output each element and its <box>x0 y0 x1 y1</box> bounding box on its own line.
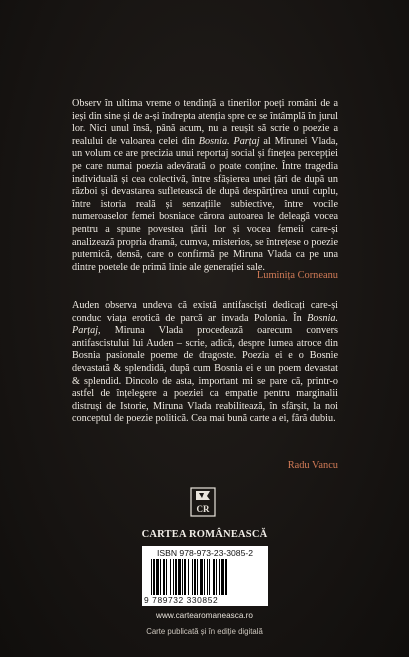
barcode-stripe <box>170 559 171 595</box>
isbn-number: ISBN 978-973-23-3085-2 <box>156 548 254 558</box>
barcode-stripe <box>207 559 208 595</box>
blurb-2-book-title: Bosnia. Parțaj <box>72 312 338 337</box>
barcode-stripe <box>160 559 161 595</box>
barcode-stripe <box>153 559 155 595</box>
cartea-romaneasca-logo-icon <box>190 487 216 517</box>
barcode-stripe <box>192 559 193 595</box>
barcode-stripe <box>178 559 181 595</box>
blurb-1-text <box>72 98 338 274</box>
signature-radu-vancu: Radu Vancu <box>287 460 338 471</box>
blurb-1-part-1: Observ în ultima vreme o tendință a tinerilor poeți români de a ieși din sine și de a-și îndrepta atenția spre ce se întâmplă în jurul lor. Nici unul însă, până acum, nu a reușit să scrie o poezie a realului de valoarea celei din <box>72 98 338 147</box>
barcode-bars <box>151 559 261 595</box>
barcode-stripe <box>219 559 220 595</box>
publisher-name: CARTEA ROMÂNEASCĂ <box>141 529 268 540</box>
blurb-1-book-title: Bosnia. Parțaj <box>198 135 260 147</box>
publisher-website[interactable]: www.cartearomaneasca.ro <box>156 611 253 620</box>
barcode-stripe <box>216 559 217 595</box>
barcode-stripe <box>204 559 205 595</box>
barcode-stripe <box>197 559 198 595</box>
blurb-1-part-2: al Mirunei Vlada, un volum ce are precizia unui reportaj social și finețea percepției pe care numai poezia adevărată o poate conține. Între tragedia individuală și cea colectivă, între sfâșierea unei țări de după un război și devastarea sufletească de după despărțirea unui cuplu, între istoria reală și senzațiile subiective, între vocile numeroaselor femei bosniace cărora autoarea le deleagă vocea pentru a spune povestea țării lor și vocea femeii care-și analizează propria dramă, cumva, misterios, se întrețese o poezie puternică, densă, care o confirmă pe Miruna Vlada ca pe una dintre poetele de primă linie ale generației sale. <box>72 135 338 273</box>
logo-letters: CR <box>196 504 210 514</box>
barcode-stripe <box>213 559 215 595</box>
blurb-paragraph-2 <box>72 300 338 426</box>
barcode-label <box>142 546 268 606</box>
barcode-stripe <box>173 559 174 595</box>
barcode-stripe <box>188 559 189 595</box>
barcode-digits: 9 789732 330852 <box>144 595 219 605</box>
blurb-2-text <box>72 300 338 426</box>
signature-luminita-corneanu: Luminița Corneanu <box>256 270 338 281</box>
barcode-stripe <box>184 559 186 595</box>
barcode-stripe <box>221 559 224 595</box>
blurb-2-part-2: , Miruna Vlada procedează oarecum convers antifascistului lui Auden – scrie, adică, despre lumea atroce din Bosnia pasionale poeme de dragoste. Poezia ei e o Bosnie devastată & splendidă, după cum Bosnia ei e un poem devastat & splendid. Dincolo de asta, important mi se pare că, printr-o astfel de înțelegere a poeziei ca empatie pentru marginalii distruși de Istorie, Miruna Vlada reabilitează, în sfârșit, la noi conceptul de poezie politică. Cea mai bună carte a ei, fără dubiu. <box>72 325 338 425</box>
barcode-stripe <box>200 559 203 595</box>
barcode-stripe <box>163 559 165 595</box>
barcode-stripe <box>225 559 227 595</box>
digital-edition-note: Carte publicată și în ediție digitală <box>146 627 263 636</box>
barcode-stripe <box>166 559 167 595</box>
barcode-stripe <box>182 559 183 595</box>
barcode-stripe <box>194 559 196 595</box>
blurb-paragraph-1 <box>72 98 338 274</box>
barcode-stripe <box>156 559 159 595</box>
barcode-stripe <box>151 559 152 595</box>
blurb-2-part-1: Auden observa undeva că există antifasciști dedicați care-și conduc viața erotică de parcă ar invada Polonia. În <box>72 300 338 324</box>
barcode-stripe <box>209 559 210 595</box>
barcode-stripe <box>175 559 177 595</box>
